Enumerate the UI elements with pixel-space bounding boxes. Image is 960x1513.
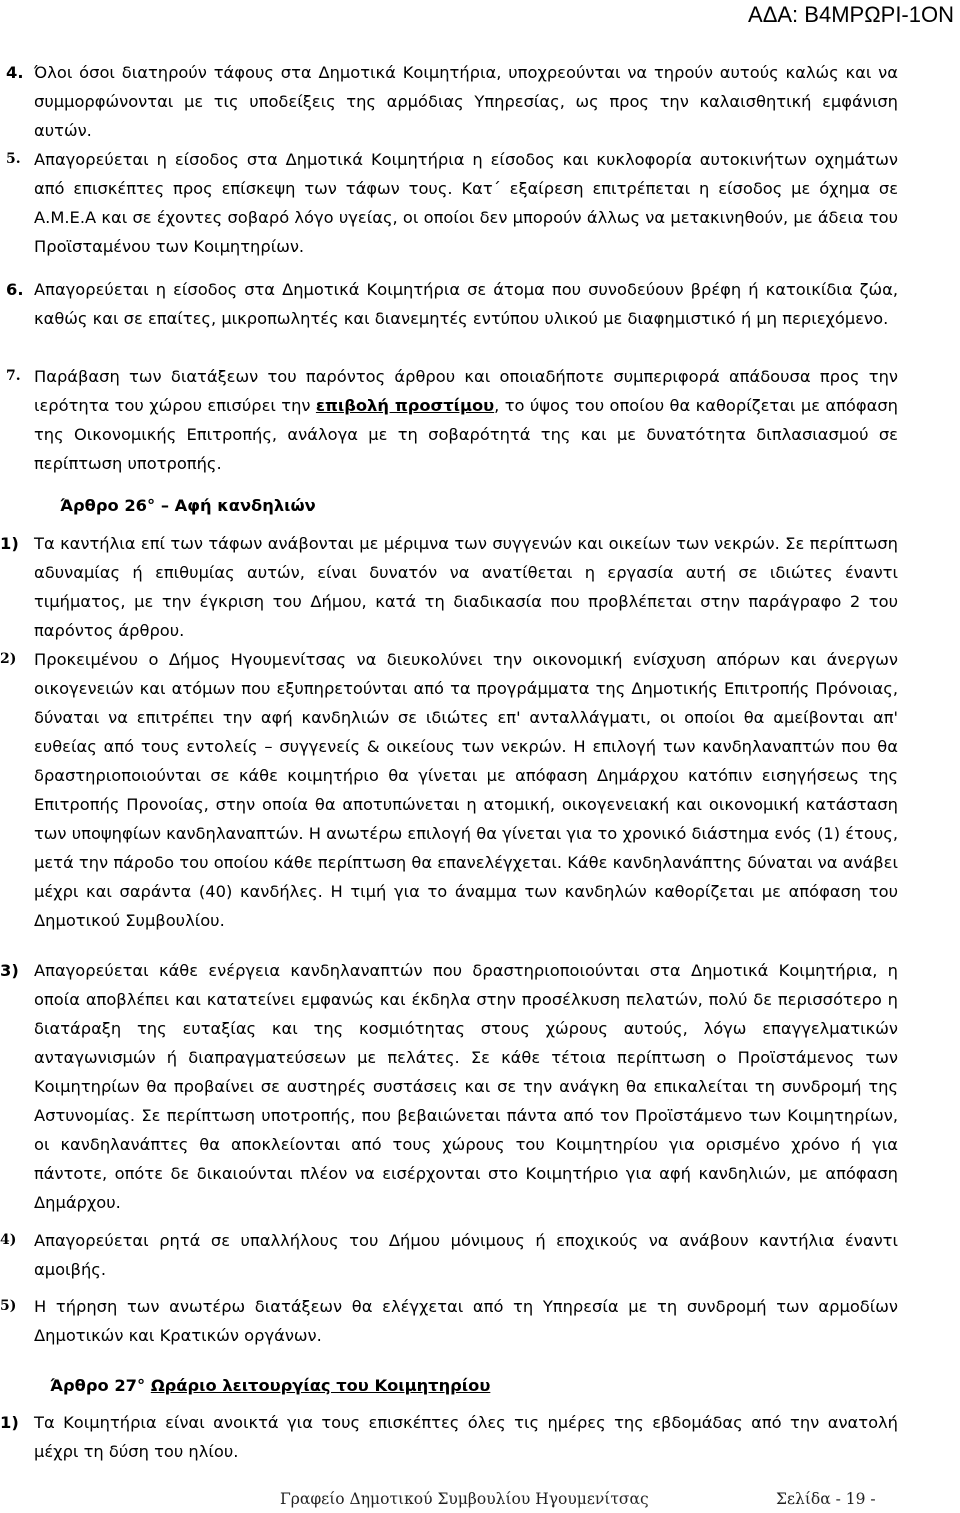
item-text: Η τήρηση των ανωτέρω διατάξεων θα ελέγχεται από τη Υπηρεσία με τη συνδρομή των αρμοδίων Δημοτικών και Κρατικών οργάνων. [34, 1297, 898, 1345]
item-text: Απαγορεύεται ρητά σε υπαλλήλους του Δήμου μόνιμους ή εποχικούς να ανάβουν καντήλια έναντι αμοιβής. [34, 1231, 898, 1279]
paragraph-4 [6, 58, 898, 145]
article-26-item-2 [0, 645, 898, 935]
article-26-item-5 [0, 1292, 898, 1350]
item-text: Τα καντήλια επί των τάφων ανάβονται με μέριμνα των συγγενών και οικείων των νεκρών. Σε περίπτωση αδυναμίας ή επιθυμίας αυτών, είναι δυνατόν να ανατίθεται η εργασία αυτή σε ιδιώτες έναντι τιμήματος, με την έγκριση του Δήμου, κατά τη διαδικασία που προβλέπεται στην παράγραφο 2 του παρόντος άρθρου. [34, 534, 898, 640]
ada-code: ΑΔΑ: Β4ΜΡΩΡΙ-1ΟΝ [748, 2, 954, 27]
article-title-suffix: – Αφή κανδηλιών [160, 496, 316, 515]
item-number: 5) [0, 1298, 17, 1314]
article-26-item-1 [0, 529, 898, 645]
item-number: 2) [0, 651, 17, 667]
paragraph-text-after: , το ύψος του οποίου θα καθορίζεται με απόφαση της Οικονομικής Επιτροπής, ανάλογα με τη σοβαρότητά της και με δυνατότητα διπλασιασμού σε περίπτωση υποτροπής. [34, 396, 899, 473]
paragraph-number: 5. [6, 151, 21, 167]
item-number: 4) [0, 1232, 17, 1248]
article-title-prefix: Άρθρο 27 [50, 1376, 137, 1395]
fine-emphasis: επιβολή προστίμου [315, 396, 495, 415]
paragraph-7 [6, 362, 899, 478]
article-27-heading: Άρθρο 27° Ωράριο λειτουργίας του Κοιμητηρίου [50, 1376, 491, 1395]
footer-office: Γραφείο Δημοτικού Συμβουλίου Ηγουμενίτσας [280, 1490, 649, 1508]
paragraph-text: Όλοι όσοι διατηρούν τάφους στα Δημοτικά Κοιμητήρια, υποχρεούνται να τηρούν αυτούς καλώς και να συμμορφώνονται με τις υποδείξεις της αρμόδιας Υπηρεσίας, ως προς την καλαισθητική εμφάνιση αυτών. [34, 63, 898, 140]
paragraph-text-before: Παράβαση των διατάξεων του παρόντος άρθρου και οποιαδήποτε συμπεριφορά απάδουσα προς την ιερότητα του χώρου επισύρει την [34, 367, 898, 415]
article-26-heading: Άρθρο 26° – Αφή κανδηλιών [60, 496, 316, 515]
item-number: 1) [0, 1413, 19, 1432]
article-title-prefix: Άρθρο 26 [60, 496, 147, 515]
paragraph-6 [6, 275, 898, 333]
article-title-suffix: Ωράριο λειτουργίας του Κοιμητηρίου [150, 1376, 491, 1395]
paragraph-number: 4. [6, 63, 24, 82]
article-26-item-4 [0, 1226, 898, 1284]
paragraph-text: Απαγορεύεται η είσοδος στα Δημοτικά Κοιμητήρια σε άτομα που συνοδεύουν βρέφη ή κατοικίδια ζώα, καθώς και σε επαίτες, μικροπωλητές και διανεμητές εντύπου υλικού με διαφημιστικό ή μη περιεχόμενο. [34, 280, 898, 328]
article-26-item-3 [0, 956, 898, 1217]
item-number: 3) [0, 961, 19, 980]
paragraph-5 [6, 145, 898, 261]
paragraph-text: Απαγορεύεται η είσοδος στα Δημοτικά Κοιμητήρια η είσοδος και κυκλοφορία αυτοκινήτων οχημάτων από επισκέπτες προς επίσκεψη των τάφων τους. Κατ΄ εξαίρεση επιτρέπεται η είσοδος με όχημα σε Α.Μ.Ε.Α και σε έχοντες σοβαρό λόγο υγείας, οι οποίοι δεν μπορούν άλλως να μετακινηθούν, με άδεια του Προϊσταμένου των Κοιμητηρίων. [34, 150, 898, 256]
article-27-item-1 [0, 1408, 898, 1466]
item-text: Προκειμένου ο Δήμος Ηγουμενίτσας να διευκολύνει την οικονομική ενίσχυση απόρων και άνεργων οικογενειών και ατόμων που εξυπηρετούνται από τα προγράμματα της Δημοτικής Επιτροπής Πρόνοιας, δύναται να επιτρέπει την αφή κανδηλιών σε ιδιώτες επ' ανταλλάγματι, οι οποίοι θα αμείβονται απ' ευθείας από τους εντολείς – συγγενείς & οικείους των νεκρών. Η επιλογή των κανδηλαναπτών που θα δραστηριοποιούνται σε κάθε κοιμητήριο θα γίνεται με απόφαση Δημάρχου κατόπιν εισηγήσεως της Επιτροπής Προνοίας, στην οποία θα αποτυπώνεται η ατομική, οικογενειακή και οικονομική κατάσταση των υποψηφίων κανδηλαναπτών. Η ανωτέρω επιλογή θα γίνεται για το χρονικό διάστημα ενός (1) έτους, μετά την πάροδο του οποίου κάθε περίπτωση θα επανελέγχεται. Κάθε κανδηλανάπτης δύναται να ανάβει μέχρι και σαράντα (40) κανδήλες. Η τιμή για το άναμμα των κανδηλών καθορίζεται με απόφαση του Δημοτικού Συμβουλίου. [34, 650, 898, 930]
paragraph-number: 6. [6, 280, 24, 299]
footer-page-number: Σελίδα - 19 - [776, 1490, 876, 1508]
item-text: Απαγορεύεται κάθε ενέργεια κανδηλαναπτών που δραστηριοποιούνται στα Δημοτικά Κοιμητήρια, η οποία αποβλέπει και κατατείνει εμφανώς και έκδηλα στην προσέλκυση πελατών, πολύ δε περισσότερο η διατάραξη της ευταξίας και της κοσμιότητας στους χώρους αυτούς, λόγω επαγγελματικών ανταγωνισμών ή διαπραγματεύσεων με πελάτες. Σε κάθε τέτοια περίπτωση ο Προϊστάμενος των Κοιμητηρίων θα προβαίνει σε αυστηρές συστάσεις και σε την ανάγκη θα επικαλείται τη συνδρομή της Αστυνομίας. Σε περίπτωση υποτροπής, που βεβαιώνεται πάντα από τον Προϊστάμενο των Κοιμητηρίων, οι κανδηλανάπτες θα αποκλείονται από τους χώρους του Κοιμητηρίου για ορισμένο χρόνο ή για πάντοτε, οπότε δε δικαιούνται πλέον να εισέρχονται στο Κοιμητήριο για αφή κανδηλιών, με απόφαση Δημάρχου. [34, 961, 898, 1212]
paragraph-number: 7. [6, 368, 21, 384]
item-number: 1) [0, 534, 19, 553]
item-text: Τα Κοιμητήρια είναι ανοικτά για τους επισκέπτες όλες τις ημέρες της εβδομάδας από την ανατολή μέχρι τη δύση του ηλίου. [34, 1413, 898, 1461]
